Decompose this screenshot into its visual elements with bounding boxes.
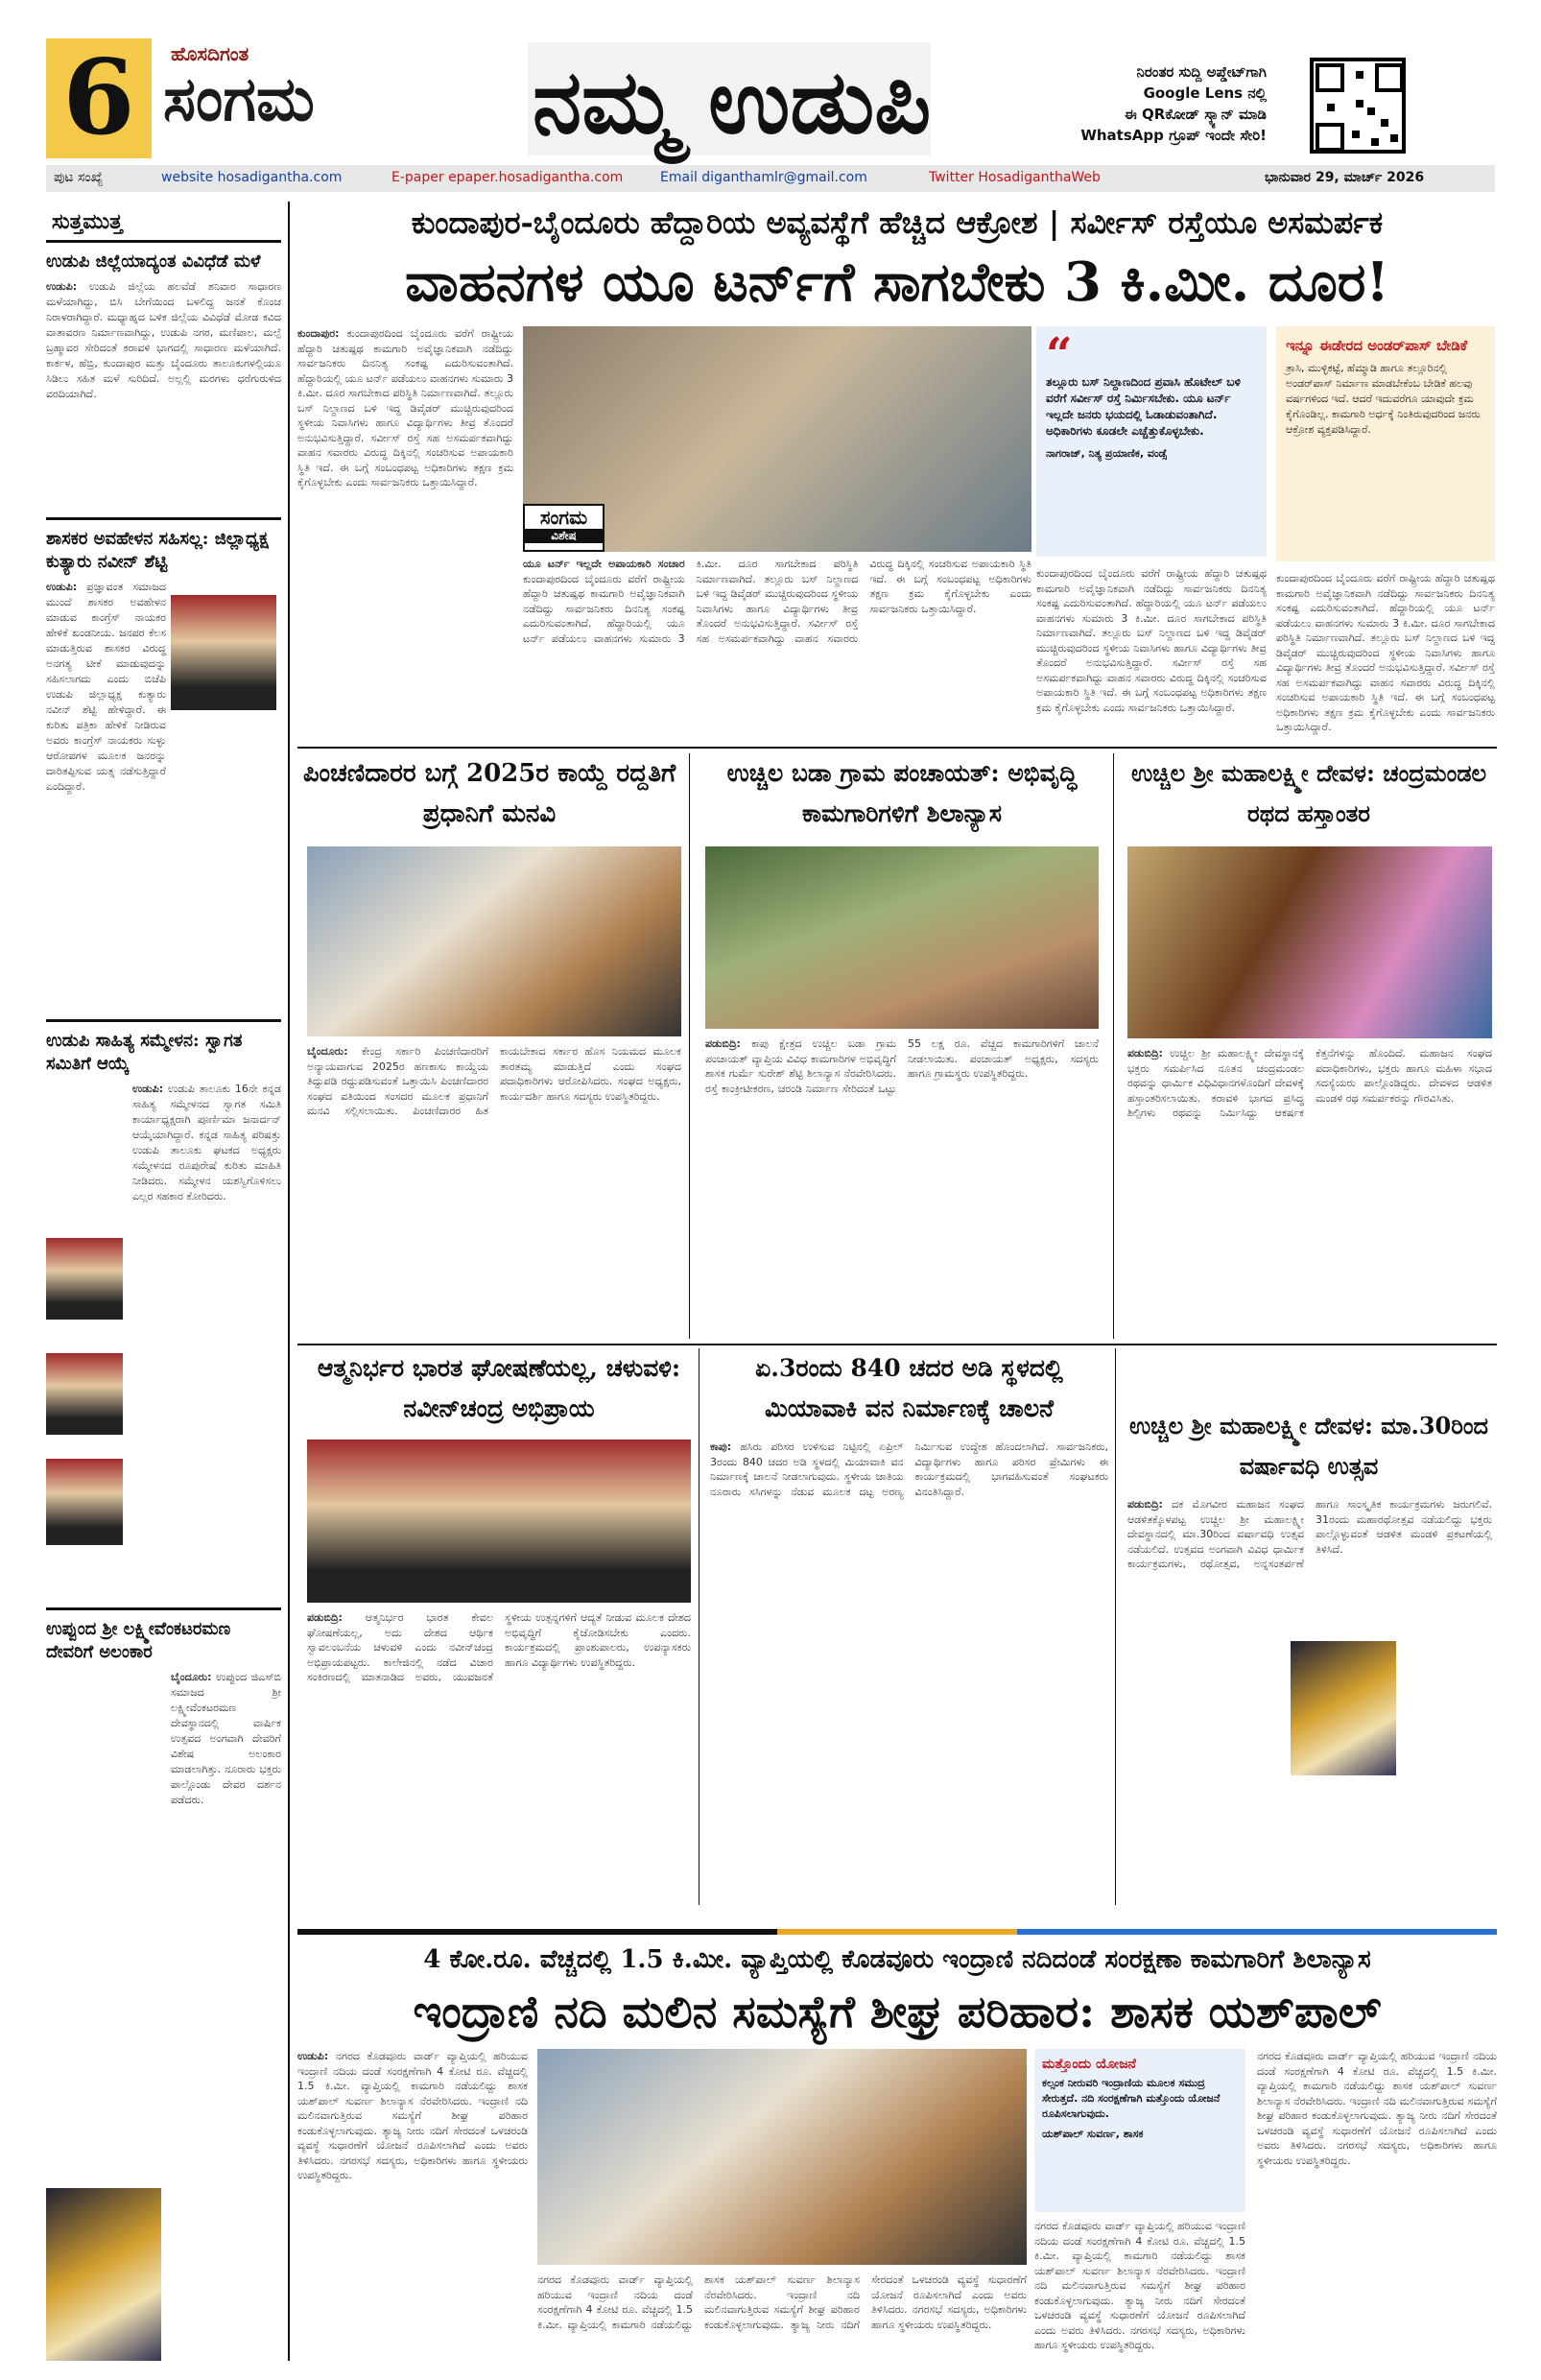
story-body: ದಕ ಮೊಗವೀರ ಮಹಾಜನ ಸಂಘದ ಆಡಳಿತಕ್ಕೊಳಪಟ್ಟ ಉಚ್ಚಿಲ ಶ್ರೀ ಮಹಾಲಕ್ಷ್ಮೀ ದೇವಸ್ಥಾನದಲ್ಲಿ ಮಾ.30ರಿಂದ ವರ್ಷಾವಧಿ ಉತ್ಸವ ನಡೆಯಲಿದೆ. ಉತ್ಸವದ ಅಂಗವಾಗಿ ವಿವಿಧ ಧಾರ್ಮಿಕ ಕಾರ್ಯಕ್ರಮಗಳು, ರಥೋತ್ಸವ, ಅನ್ನಸಂತರ್ಪಣೆ ಹಾಗೂ ಸಾಂಸ್ಕೃತಿಕ ಕಾರ್ಯಕ್ರಮಗಳು ಜರುಗಲಿವೆ. 31ರಂದು ಮಹಾರಥೋತ್ಸವ ನಡೆಯಲಿದ್ದು ಭಕ್ತರು ಪಾಲ್ಗೊಳ್ಳುವಂತೆ ಆಡಳಿತ ಮಂಡಳಿ ಪ್ರಕಟಣೆಯಲ್ಲಿ ತಿಳಿಸಿದೆ. bbox=[1127, 1498, 1492, 1570]
promo-line: WhatsApp ಗ್ರೂಪ್ ಇಂದೇ ಸೇರಿ! bbox=[1080, 127, 1267, 144]
quote-mark-icon: “ bbox=[1046, 328, 1073, 382]
section-title: ಸಂಗಮ bbox=[163, 63, 315, 135]
dateline: ಕಾಪು: bbox=[710, 1440, 732, 1453]
story-body: ಆತ್ಮನಿರ್ಭರ ಭಾರತ ಕೇವಲ ಘೋಷಣೆಯಲ್ಲ, ಅದು ದೇಶದ ಆರ್ಥಿಕ ಸ್ವಾವಲಂಬನೆಯ ಚಳುವಳಿ ಎಂದು ನವೀನ್‌ಚಂದ್ರ ಅಭಿಪ್ರಾಯಪಟ್ಟರು. ಕಾಲೇಜಿನಲ್ಲಿ ನಡೆದ ವಿಚಾರ ಸಂಕಿರಣದಲ್ಲಿ ಮಾತನಾಡಿದ ಅವರು, ಯುವಜನತೆ ಸ್ಥಳೀಯ ಉತ್ಪನ್ನಗಳಿಗೆ ಆದ್ಯತೆ ನೀಡುವ ಮೂಲಕ ದೇಶದ ಅಭಿವೃದ್ಧಿಗೆ ಕೈಜೋಡಿಸಬೇಕು ಎಂದರು. ಕಾರ್ಯಕ್ರಮದಲ್ಲಿ ಪ್ರಾಂಶುಪಾಲರು, ಉಪನ್ಯಾಸಕರು ಹಾಗೂ ವಿದ್ಯಾರ್ಥಿಗಳು ಉಪಸ್ಥಿತರಿದ್ದರು. bbox=[307, 1611, 691, 1683]
dateline: ಬೈಂದೂರು: bbox=[171, 1671, 212, 1683]
promo-line: ಈ QRಕೋಡ್ ಸ್ಕ್ಯಾನ್ ಮಾಡಿ bbox=[1124, 106, 1267, 123]
bottom-headline: ಇಂದ್ರಾಣಿ ನದಿ ಮಲಿನ ಸಮಸ್ಯೆಗೆ ಶೀಘ್ರ ಪರಿಹಾರ: ಶಾಸಕ ಯಶ್‌ಪಾಲ್ bbox=[413, 1986, 1382, 2037]
lead-body-cols bbox=[523, 557, 1031, 739]
qr-code-icon[interactable] bbox=[1310, 58, 1406, 154]
chariot-headline: ಉಚ್ಚಿಲ ಶ್ರೀ ಮಹಾಲಕ್ಷ್ಮೀ ದೇವಳ: ಚಂದ್ರಮಂಡಲ ರಥದ ಹಸ್ತಾಂತರ bbox=[1130, 759, 1487, 827]
section-divider bbox=[297, 1344, 1497, 1345]
dateline: ಉಡುಪಿ: bbox=[46, 581, 78, 593]
bottom-body-col-mid bbox=[1034, 2219, 1245, 2358]
qr-promo-text bbox=[1075, 61, 1267, 146]
sidebar-item-title: ಶಾಸಕರ ಅವಹೇಳನ ಸಹಿಸಲ್ಲ: ಜಿಲ್ಲಾಧ್ಯಕ್ಷ ಕುತ್ಯಾರು ನವೀನ್ ಶೆಟ್ಟಿ bbox=[46, 529, 269, 572]
miyawaki-headline: ಏ.3ರಂದು 840 ಚದರ ಅಡಿ ಸ್ಥಳದಲ್ಲಿ ಮಿಯಾವಾಕಿ ವನ ನಿರ್ಮಾಣಕ್ಕೆ ಚಾಲನೆ bbox=[755, 1354, 1063, 1422]
person-photo bbox=[46, 1459, 123, 1545]
sidebar-item[interactable] bbox=[46, 520, 281, 1012]
chariot-body bbox=[1127, 1046, 1492, 1334]
sidebar-item-body: ಪ್ರಜ್ಞಾವಂತ ಸಮಾಜದ ಮುಂದೆ ಶಾಸಕರ ಅವಹೇಳನ ಮಾಡುವ ಕಾಂಗ್ರೆಸ್ ನಾಯಕರ ಹೇಳಿಕೆ ಖಂಡನೀಯ. ಜನಪರ ಕೆಲಸ ಮಾಡುತ್ತಿರುವ ಶಾಸಕರ ವಿರುದ್ಧ ಅನಗತ್ಯ ಟೀಕೆ ಮಾಡುವುದನ್ನು ಸಹಿಸಲಾಗದು ಎಂದು ಬಿಜೆಪಿ ಉಡುಪಿ ಜಿಲ್ಲಾಧ್ಯಕ್ಷ ಕುತ್ಯಾರು ನವೀನ್ ಶೆಟ್ಟಿ ಹೇಳಿದ್ದಾರೆ. ಈ ಕುರಿತು ಪತ್ರಿಕಾ ಹೇಳಿಕೆ ನೀಡಿರುವ ಅವರು ಕಾಂಗ್ರೆಸ್ ನಾಯಕರು ಸುಳ್ಳು ಆರೋಪಗಳ ಮೂಲಕ ಜನರನ್ನು ದಾರಿತಪ್ಪಿಸುವ ಯತ್ನ ನಡೆಸುತ್ತಿದ್ದಾರೆ ಎಂದಿದ್ದಾರೆ. bbox=[46, 581, 166, 793]
dateline: ಪಡುಬಿದ್ರಿ: bbox=[705, 1037, 741, 1050]
masthead bbox=[0, 0, 1541, 163]
column-divider bbox=[689, 753, 690, 1339]
sidebar-item-title: ಉಪ್ಪುಂದ ಶ್ರೀ ಲಕ್ಷ್ಮೀವೆಂಕಟರಮಣ ದೇವರಿಗೆ ಅಲಂಕಾರ bbox=[46, 1619, 231, 1662]
chariot-photo bbox=[1127, 846, 1492, 1038]
lead-headline: ವಾಹನಗಳ ಯೂ ಟರ್ನ್‌ಗೆ ಸಾಗಬೇಕು 3 ಕಿ.ಮೀ. ದೂರ! bbox=[405, 250, 1389, 314]
page-number: 6 bbox=[46, 38, 152, 158]
lead-body: ಕುಂದಾಪುರದಿಂದ ಬೈಂದೂರು ವರೆಗೆ ರಾಷ್ಟ್ರೀಯ ಹೆದ್ದಾರಿ ಚತುಷ್ಪಥ ಕಾಮಗಾರಿ ಅವೈಜ್ಞಾನಿಕವಾಗಿ ನಡೆದಿದ್ದು ಸಾರ್ವಜನಿಕರು ದಿನನಿತ್ಯ ಸಂಕಷ್ಟ ಎದುರಿಸುವಂತಾಗಿದೆ. ಹೆದ್ದಾರಿಯಲ್ಲಿ ಯೂ ಟರ್ನ್ ಪಡೆಯಲು ವಾಹನಗಳು ಸುಮಾರು 3 ಕಿ.ಮೀ. ದೂರ ಸಾಗಬೇಕಾದ ಪರಿಸ್ಥಿತಿ ನಿರ್ಮಾಣವಾಗಿದೆ. ತಲ್ಲೂರು ಬಸ್ ನಿಲ್ದಾಣದ ಬಳಿ ಇದ್ದ ಡಿವೈಡರ್ ಮುಚ್ಚಿರುವುದರಿಂದ ಸ್ಥಳೀಯ ನಿವಾಸಿಗಳು ಹಾಗೂ ವಿದ್ಯಾರ್ಥಿಗಳು ತೀವ್ರ ತೊಂದರೆ ಅನುಭವಿಸುತ್ತಿದ್ದಾರೆ. ಸರ್ವೀಸ್ ರಸ್ತೆ ಸಹ ಅಸಮರ್ಪಕವಾಗಿದ್ದು ವಾಹನ ಸವಾರರು ವಿರುದ್ಧ ದಿಕ್ಕಿನಲ್ಲಿ ಸಂಚರಿಸುವ ಅಪಾಯಕಾರಿ ಸ್ಥಿತಿ ಇದೆ. ಈ ಬಗ್ಗೆ ಸಂಬಂಧಪಟ್ಟ ಅಧಿಕಾರಿಗಳು ತಕ್ಷಣ ಕ್ರಮ ಕೈಗೊಳ್ಳಬೇಕು ಎಂದು ಸಾರ್ವಜನಿಕರು ಒತ್ತಾಯಿಸಿದ್ದಾರೆ. bbox=[297, 327, 513, 488]
story-body: ಉಚ್ಚಿಲ ಶ್ರೀ ಮಹಾಲಕ್ಷ್ಮೀ ದೇವಸ್ಥಾನಕ್ಕೆ ಭಕ್ತರು ಸಮರ್ಪಿಸಿದ ನೂತನ ಚಂದ್ರಮಂಡಲ ರಥವನ್ನು ಧಾರ್ಮಿಕ ವಿಧಿವಿಧಾನಗಳೊಂದಿಗೆ ದೇವಳಕ್ಕೆ ಹಸ್ತಾಂತರಿಸಲಾಯಿತು. ಕರಾವಳಿ ಭಾಗದ ಪ್ರಸಿದ್ಧ ಶಿಲ್ಪಿಗಳು ರಥವನ್ನು ನಿರ್ಮಿಸಿದ್ದು ಆಕರ್ಷಕ ಕೆತ್ತನೆಗಳನ್ನು ಹೊಂದಿದೆ. ಮಹಾಜನ ಸಂಘದ ಪದಾಧಿಕಾರಿಗಳು, ಭಕ್ತರು ಹಾಗೂ ಮಹಿಳಾ ಸಭಾದ ಸದಸ್ಯೆಯರು ಪಾಲ್ಗೊಂಡಿದ್ದರು. ದೇವಳದ ಆಡಳಿತ ಮಂಡಳಿ ರಥ ಸಮರ್ಪಕರನ್ನು ಗೌರವಿಸಿತು. bbox=[1127, 1047, 1492, 1119]
bottom-body-col-last bbox=[1257, 2049, 1497, 2356]
lead-body-col1 bbox=[297, 326, 513, 739]
story-body: ನಗರದ ಕೊಡವೂರು ವಾರ್ಡ್ ವ್ಯಾಪ್ತಿಯಲ್ಲಿ ಹರಿಯುವ ಇಂದ್ರಾಣಿ ನದಿಯ ದಂಡೆ ಸಂರಕ್ಷಣೆಗಾಗಿ 4 ಕೋಟಿ ರೂ. ವೆಚ್ಚದಲ್ಲಿ 1.5 ಕಿ.ಮೀ. ವ್ಯಾಪ್ತಿಯಲ್ಲಿ ಕಾಮಗಾರಿ ನಡೆಯಲಿದ್ದು ಶಾಸಕ ಯಶ್‌ಪಾಲ್ ಸುವರ್ಣ ಶಿಲಾನ್ಯಾಸ ನೆರವೇರಿಸಿದರು. ಇಂದ್ರಾಣಿ ನದಿ ಮಲಿನವಾಗುತ್ತಿರುವ ಸಮಸ್ಯೆಗೆ ಶೀಘ್ರ ಪರಿಹಾರ ಕಂಡುಕೊಳ್ಳಲಾಗುವುದು. ತ್ಯಾಜ್ಯ ನೀರು ನದಿಗೆ ಸೇರದಂತೆ ಒಳಚರಂಡಿ ವ್ಯವಸ್ಥೆ ಸುಧಾರಣೆಗೆ ಯೋಜನೆ ರೂಪಿಸಲಾಗಿದೆ ಎಂದು ಅವರು ತಿಳಿಸಿದರು. ನಗರಸಭೆ ಸದಸ್ಯರು, ಅಧಿಕಾರಿಗಳು ಹಾಗೂ ಸ್ಥಳೀಯರು ಉಪಸ್ಥಿತರಿದ್ದರು. bbox=[537, 2273, 1027, 2331]
story-body: ನಗರದ ಕೊಡವೂರು ವಾರ್ಡ್ ವ್ಯಾಪ್ತಿಯಲ್ಲಿ ಹರಿಯುವ ಇಂದ್ರಾಣಿ ನದಿಯ ದಂಡೆ ಸಂರಕ್ಷಣೆಗಾಗಿ 4 ಕೋಟಿ ರೂ. ವೆಚ್ಚದಲ್ಲಿ 1.5 ಕಿ.ಮೀ. ವ್ಯಾಪ್ತಿಯಲ್ಲಿ ಕಾಮಗಾರಿ ನಡೆಯಲಿದ್ದು ಶಾಸಕ ಯಶ್‌ಪಾಲ್ ಸುವರ್ಣ ಶಿಲಾನ್ಯಾಸ ನೆರವೇರಿಸಿದರು. ಇಂದ್ರಾಣಿ ನದಿ ಮಲಿನವಾಗುತ್ತಿರುವ ಸಮಸ್ಯೆಗೆ ಶೀಘ್ರ ಪರಿಹಾರ ಕಂಡುಕೊಳ್ಳಲಾಗುವುದು. ತ್ಯಾಜ್ಯ ನೀರು ನದಿಗೆ ಸೇರದಂತೆ ಒಳಚರಂಡಿ ವ್ಯವಸ್ಥೆ ಸುಧಾರಣೆಗೆ ಯೋಜನೆ ರೂಪಿಸಲಾಗಿದೆ ಎಂದು ಅವರು ತಿಳಿಸಿದರು. ನಗರಸಭೆ ಸದಸ್ಯರು, ಅಧಿಕಾರಿಗಳು ಹಾಗೂ ಸ್ಥಳೀಯರು ಉಪಸ್ಥಿತರಿದ್ದರು. bbox=[1034, 2220, 1245, 2351]
person-photo bbox=[171, 595, 276, 710]
bottom-body-col1 bbox=[297, 2049, 528, 2356]
pension-body bbox=[307, 1044, 681, 1342]
lead-body-col-last bbox=[1276, 571, 1495, 739]
deity-photo bbox=[46, 2188, 161, 2361]
panchayat-headline: ಉಚ್ಚಿಲ ಬಡಾ ಗ್ರಾಮ ಪಂಚಾಯತ್: ಅಭಿವೃದ್ಧಿ ಕಾಮಗಾರಿಗಳಿಗೆ ಶಿಲಾನ್ಯಾಸ bbox=[726, 759, 1078, 827]
story-body: ನಗರದ ಕೊಡವೂರು ವಾರ್ಡ್ ವ್ಯಾಪ್ತಿಯಲ್ಲಿ ಹರಿಯುವ ಇಂದ್ರಾಣಿ ನದಿಯ ದಂಡೆ ಸಂರಕ್ಷಣೆಗಾಗಿ 4 ಕೋಟಿ ರೂ. ವೆಚ್ಚದಲ್ಲಿ 1.5 ಕಿ.ಮೀ. ವ್ಯಾಪ್ತಿಯಲ್ಲಿ ಕಾಮಗಾರಿ ನಡೆಯಲಿದ್ದು ಶಾಸಕ ಯಶ್‌ಪಾಲ್ ಸುವರ್ಣ ಶಿಲಾನ್ಯಾಸ ನೆರವೇರಿಸಿದರು. ಇಂದ್ರಾಣಿ ನದಿ ಮಲಿನವಾಗುತ್ತಿರುವ ಸಮಸ್ಯೆಗೆ ಶೀಘ್ರ ಪರಿಹಾರ ಕಂಡುಕೊಳ್ಳಲಾಗುವುದು. ತ್ಯಾಜ್ಯ ನೀರು ನದಿಗೆ ಸೇರದಂತೆ ಒಳಚರಂಡಿ ವ್ಯವಸ್ಥೆ ಸುಧಾರಣೆಗೆ ಯೋಜನೆ ರೂಪಿಸಲಾಗಿದೆ ಎಂದು ಅವರು ತಿಳಿಸಿದರು. ನಗರಸಭೆ ಸದಸ್ಯರು, ಅಧಿಕಾರಿಗಳು ಹಾಗೂ ಸ್ಥಳೀಯರು ಉಪಸ್ಥಿತರಿದ್ದರು. bbox=[297, 2050, 528, 2181]
info-bar bbox=[46, 165, 1495, 192]
color-divider bbox=[297, 1929, 1497, 1935]
column-divider bbox=[288, 202, 290, 2361]
lead-subhead: ಯೂ ಟರ್ನ್ ಇಲ್ಲದೇ ಅಪಾಯಕಾರಿ ಸಂಚಾರ bbox=[523, 558, 685, 570]
quote-author: ಯಶ್‌ಪಾಲ್ ಸುವರ್ಣ, ಶಾಸಕ bbox=[1042, 2128, 1144, 2140]
sidebar-item-body: ಉಪ್ಪುಂದ ಜಿಎಸ್‌ಬಿ ಸಮಾಜದ ಶ್ರೀ ಲಕ್ಷ್ಮೀವೆಂಕಟರಮಣ ದೇವಸ್ಥಾನದಲ್ಲಿ ವಾರ್ಷಿಕ ಉತ್ಸವದ ಅಂಗವಾಗಿ ದೇವರಿಗೆ ವಿಶೇಷ ಅಲಂಕಾರ ಮಾಡಲಾಗಿತ್ತು. ನೂರಾರು ಭಕ್ತರು ಪಾಲ್ಗೊಂಡು ದೇವರ ದರ್ಶನ ಪಡೆದರು. bbox=[171, 1671, 281, 1806]
website-link[interactable]: website hosadigantha.com bbox=[161, 170, 343, 185]
quote-author: ನಾಗರಾಜ್, ನಿತ್ಯ ಪ್ರಯಾಣಿಕ, ವಂಡ್ಸೆ bbox=[1046, 447, 1168, 460]
promo-line: Google Lens ನಲ್ಲಿ bbox=[1143, 84, 1267, 102]
lead-quote-box bbox=[1036, 326, 1267, 557]
sangama-badge bbox=[523, 504, 605, 552]
sidebar-item[interactable] bbox=[46, 1610, 281, 2035]
atmanirbhar-body bbox=[307, 1610, 691, 1898]
story-body: ನಗರದ ಕೊಡವೂರು ವಾರ್ಡ್ ವ್ಯಾಪ್ತಿಯಲ್ಲಿ ಹರಿಯುವ ಇಂದ್ರಾಣಿ ನದಿಯ ದಂಡೆ ಸಂರಕ್ಷಣೆಗಾಗಿ 4 ಕೋಟಿ ರೂ. ವೆಚ್ಚದಲ್ಲಿ 1.5 ಕಿ.ಮೀ. ವ್ಯಾಪ್ತಿಯಲ್ಲಿ ಕಾಮಗಾರಿ ನಡೆಯಲಿದ್ದು ಶಾಸಕ ಯಶ್‌ಪಾಲ್ ಸುವರ್ಣ ಶಿಲಾನ್ಯಾಸ ನೆರವೇರಿಸಿದರು. ಇಂದ್ರಾಣಿ ನದಿ ಮಲಿನವಾಗುತ್ತಿರುವ ಸಮಸ್ಯೆಗೆ ಶೀಘ್ರ ಪರಿಹಾರ ಕಂಡುಕೊಳ್ಳಲಾಗುವುದು. ತ್ಯಾಜ್ಯ ನೀರು ನದಿಗೆ ಸೇರದಂತೆ ಒಳಚರಂಡಿ ವ್ಯವಸ್ಥೆ ಸುಧಾರಣೆಗೆ ಯೋಜನೆ ರೂಪಿಸಲಾಗಿದೆ ಎಂದು ಅವರು ತಿಳಿಸಿದರು. ನಗರಸಭೆ ಸದಸ್ಯರು, ಅಧಿಕಾರಿಗಳು ಹಾಗೂ ಸ್ಥಳೀಯರು ಉಪಸ್ಥಿತರಿದ್ದರು. bbox=[1257, 2050, 1497, 2167]
story-body: ಕೇಂದ್ರ ಸರ್ಕಾರಿ ಪಿಂಚಣಿದಾರರಿಗೆ ಅನ್ಯಾಯವಾಗುವ 2025ರ ಹಣಕಾಸು ಕಾಯ್ದೆಯ ತಿದ್ದುಪಡಿ ರದ್ದುಪಡಿಸುವಂತೆ ಒತ್ತಾಯಿಸಿ ಪಿಂಚಣಿದಾರರ ಸಂಘದ ವತಿಯಿಂದ ಸಂಸದರ ಮೂಲಕ ಪ್ರಧಾನಿಗೆ ಮನವಿ ಸಲ್ಲಿಸಲಾಯಿತು. ಪಿಂಚಣಿದಾರರ ಹಿತ ಕಾಯಬೇಕಾದ ಸರ್ಕಾರ ಹೊಸ ನಿಯಮದ ಮೂಲಕ ತಾರತಮ್ಯ ಮಾಡುತ್ತಿದೆ ಎಂದು ಸಂಘದ ಪದಾಧಿಕಾರಿಗಳು ಆರೋಪಿಸಿದರು. ಸಂಘದ ಅಧ್ಯಕ್ಷರು, ಕಾರ್ಯದರ್ಶಿ ಹಾಗೂ ಸದಸ್ಯರು ಉಪಸ್ಥಿತರಿದ್ದರು. bbox=[307, 1045, 681, 1117]
column-divider bbox=[1115, 1348, 1116, 1905]
panchayat-photo bbox=[705, 846, 1099, 1029]
issue-date: ಭಾನುವಾರ 29, ಮಾರ್ಚ್ 2026 bbox=[1265, 170, 1425, 185]
dateline: ಪಡುಬಿದ್ರಿ: bbox=[307, 1611, 343, 1624]
section-divider bbox=[297, 747, 1497, 749]
story-body: ಕಾಪು ಕ್ಷೇತ್ರದ ಉಚ್ಚಿಲ ಬಡಾ ಗ್ರಾಮ ಪಂಚಾಯತ್ ವ್ಯಾಪ್ತಿಯ ವಿವಿಧ ಕಾಮಗಾರಿಗಳ ಅಭಿವೃದ್ಧಿಗೆ ಶಾಸಕ ಗುರ್ಮೆ ಸುರೇಶ್ ಶೆಟ್ಟಿ ಶಿಲಾನ್ಯಾಸ ನೆರವೇರಿಸಿದರು. ರಸ್ತೆ ಕಾಂಕ್ರೀಟೀಕರಣ, ಚರಂಡಿ ನಿರ್ಮಾಣ ಸೇರಿದಂತೆ ಒಟ್ಟು 55 ಲಕ್ಷ ರೂ. ವೆಚ್ಚದ ಕಾಮಗಾರಿಗಳಿಗೆ ಚಾಲನೆ ನೀಡಲಾಯಿತು. ಪಂಚಾಯತ್ ಅಧ್ಯಕ್ಷರು, ಸದಸ್ಯರು ಹಾಗೂ ಗ್ರಾಮಸ್ಥರು ಉಪಸ್ಥಿತರಿದ್ದರು. bbox=[705, 1037, 1099, 1095]
person-photo bbox=[46, 1238, 123, 1320]
dateline: ಉಡುಪಿ: bbox=[46, 280, 78, 293]
column-divider bbox=[1113, 753, 1114, 1339]
badge-sub: ವಿಶೇಷ bbox=[525, 529, 603, 543]
page-name: ನಮ್ಮ ಉಡುಪಿ bbox=[533, 50, 932, 154]
dateline: ಬೈಂದೂರು: bbox=[307, 1045, 348, 1058]
dateline: ಪಡುಬಿದ್ರಿ: bbox=[1127, 1047, 1163, 1059]
lead-body: ಕುಂದಾಪುರದಿಂದ ಬೈಂದೂರು ವರೆಗೆ ರಾಷ್ಟ್ರೀಯ ಹೆದ್ದಾರಿ ಚತುಷ್ಪಥ ಕಾಮಗಾರಿ ಅವೈಜ್ಞಾನಿಕವಾಗಿ ನಡೆದಿದ್ದು ಸಾರ್ವಜನಿಕರು ದಿನನಿತ್ಯ ಸಂಕಷ್ಟ ಎದುರಿಸುವಂತಾಗಿದೆ. ಹೆದ್ದಾರಿಯಲ್ಲಿ ಯೂ ಟರ್ನ್ ಪಡೆಯಲು ವಾಹನಗಳು ಸುಮಾರು 3 ಕಿ.ಮೀ. ದೂರ ಸಾಗಬೇಕಾದ ಪರಿಸ್ಥಿತಿ ನಿರ್ಮಾಣವಾಗಿದೆ. ತಲ್ಲೂರು ಬಸ್ ನಿಲ್ದಾಣದ ಬಳಿ ಇದ್ದ ಡಿವೈಡರ್ ಮುಚ್ಚಿರುವುದರಿಂದ ಸ್ಥಳೀಯ ನಿವಾಸಿಗಳು ಹಾಗೂ ವಿದ್ಯಾರ್ಥಿಗಳು ತೀವ್ರ ತೊಂದರೆ ಅನುಭವಿಸುತ್ತಿದ್ದಾರೆ. ಸರ್ವೀಸ್ ರಸ್ತೆ ಸಹ ಅಸಮರ್ಪಕವಾಗಿದ್ದು ವಾಹನ ಸವಾರರು ವಿರುದ್ಧ ದಿಕ್ಕಿನಲ್ಲಿ ಸಂಚರಿಸುವ ಅಪಾಯಕಾರಿ ಸ್ಥಿತಿ ಇದೆ. ಈ ಬಗ್ಗೆ ಸಂಬಂಧಪಟ್ಟ ಅಧಿಕಾರಿಗಳು ತಕ್ಷಣ ಕ್ರಮ ಕೈಗೊಳ್ಳಬೇಕು ಎಂದು ಸಾರ್ವಜನಿಕರು ಒತ್ತಾಯಿಸಿದ್ದಾರೆ. bbox=[523, 558, 1031, 645]
underpass-sidebox bbox=[1276, 326, 1495, 561]
sidebar-item[interactable] bbox=[46, 243, 281, 510]
dateline: ಕುಂದಾಪುರ: bbox=[297, 327, 340, 340]
sidebox-title: ಇನ್ನೂ ಈಡೇರದ ಅಂಡರ್‌ಪಾಸ್ ಬೇಡಿಕೆ bbox=[1286, 337, 1468, 354]
dateline: ಉಡುಪಿ: bbox=[297, 2050, 329, 2062]
twitter-link[interactable]: Twitter HosadiganthaWeb bbox=[929, 170, 1101, 185]
pension-photo bbox=[307, 846, 681, 1036]
atmanirbhar-photo bbox=[307, 1440, 691, 1603]
email-link[interactable]: Email diganthamlr@gmail.com bbox=[660, 170, 867, 185]
dateline: ಪಡುಬಿದ್ರಿ: bbox=[1127, 1498, 1163, 1511]
miyawaki-body bbox=[710, 1440, 1108, 1905]
badge-label: ಸಂಗಮ bbox=[539, 506, 588, 529]
bottom-quote: ಕಲ್ಸಂಕ ನೀರುವರಿ ಇಂದ್ರಾಣಿಯ ಮೂಲಕ ಸಮುದ್ರ ಸೇರುತ್ತದೆ. ನದಿ ಸಂರಕ್ಷಣೆಗಾಗಿ ಮತ್ತೊಂದು ಯೋಜನೆ ರೂಪಿಸಲಾಗುವುದು. bbox=[1042, 2077, 1221, 2120]
story-body: ಹಸಿರು ಪರಿಸರ ಉಳಿಸುವ ನಿಟ್ಟಿನಲ್ಲಿ ಏಪ್ರಿಲ್ 3ರಂದು 840 ಚದರ ಅಡಿ ಸ್ಥಳದಲ್ಲಿ ಮಿಯಾವಾಕಿ ವನ ನಿರ್ಮಾಣಕ್ಕೆ ಚಾಲನೆ ನೀಡಲಾಗುವುದು. ಸ್ಥಳೀಯ ಜಾತಿಯ ನೂರಾರು ಸಸಿಗಳನ್ನು ನೆಡುವ ಮೂಲಕ ದಟ್ಟ ಅರಣ್ಯ ನಿರ್ಮಿಸುವ ಉದ್ದೇಶ ಹೊಂದಲಾಗಿದೆ. ಸಾರ್ವಜನಿಕರು, ವಿದ್ಯಾರ್ಥಿಗಳು ಹಾಗೂ ಪರಿಸರ ಪ್ರೇಮಿಗಳು ಈ ಕಾರ್ಯಕ್ರಮದಲ್ಲಿ ಭಾಗವಹಿಸುವಂತೆ ಸಂಘಟಕರು ವಿನಂತಿಸಿದ್ದಾರೆ. bbox=[710, 1440, 1108, 1498]
bottom-photo bbox=[537, 2049, 1027, 2265]
pension-headline: ಪಿಂಚಣಿದಾರರ ಬಗ್ಗೆ 2025ರ ಕಾಯ್ದೆ ರದ್ದತಿಗೆ ಪ್ರಧಾನಿಗೆ ಮನವಿ bbox=[302, 759, 676, 828]
lead-body-col-right bbox=[1036, 566, 1267, 739]
promo-line: ನಿರಂತರ ಸುದ್ದಿ ಅಪ್ಡೇಟ್‌ಗಾಗಿ bbox=[1136, 63, 1267, 81]
bottom-kicker: 4 ಕೋ.ರೂ. ವೆಚ್ಚದಲ್ಲಿ 1.5 ಕಿ.ಮೀ. ವ್ಯಾಪ್ತಿಯಲ್ಲಿ ಕೊಡವೂರು ಇಂದ್ರಾಣಿ ನದಿದಂಡೆ ಸಂರಕ್ಷಣಾ ಕಾಮಗಾರಿಗೆ ಶಿಲಾನ್ಯಾಸ bbox=[423, 1945, 1371, 1974]
sidebar-item-title: ಉಡುಪಿ ಜಿಲ್ಲೆಯಾದ್ಯಂತ ವಿವಿಧೆಡೆ ಮಳೆ bbox=[46, 251, 261, 272]
sidebar-item-body: ಉಡುಪಿ ತಾಲೂಕು 16ನೇ ಕನ್ನಡ ಸಾಹಿತ್ಯ ಸಮ್ಮೇಳನದ ಸ್ವಾಗತ ಸಮಿತಿ ಕಾರ್ಯಾಧ್ಯಕ್ಷರಾಗಿ ಪೂರ್ಣಿಮಾ ಜನಾರ್ದನ್ ಆಯ್ಕೆಯಾಗಿದ್ದಾರೆ. ಕನ್ನಡ ಸಾಹಿತ್ಯ ಪರಿಷತ್ತು ಉಡುಪಿ ತಾಲೂಕು ಘಟಕದ ಅಧ್ಯಕ್ಷರು ಸಮ್ಮೇಳನದ ರೂಪುರೇಷೆ ಕುರಿತು ಮಾಹಿತಿ ನೀಡಿದರು. ಸಮ್ಮೇಳನ ಯಶಸ್ವಿಗೊಳಿಸಲು ಎಲ್ಲರ ಸಹಕಾರ ಕೋರಿದರು. bbox=[132, 1083, 281, 1202]
sidebar-item-body: ಉಡುಪಿ ಜಿಲ್ಲೆಯ ಹಲವೆಡೆ ಶನಿವಾರ ಸಾಧಾರಣ ಮಳೆಯಾಗಿದ್ದು, ಬಿಸಿ ಬೇಗೆಯಿಂದ ಬಳಲಿದ್ದ ಜನತೆ ಕೊಂಚ ನಿರಾಳರಾಗಿದ್ದಾರೆ. ಮಧ್ಯಾಹ್ನದ ಬಳಿಕ ಜಿಲ್ಲೆಯ ವಿವಿಧೆಡೆ ಮೋಡ ಕವಿದ ವಾತಾವರಣ ನಿರ್ಮಾಣವಾಗಿದ್ದು, ಉಡುಪಿ ನಗರ, ಮಣಿಪಾಲ, ಮಲ್ಪೆ ಬ್ರಹ್ಮಾವರ ಸೇರಿದಂತೆ ಕರಾವಳಿ ಭಾಗದಲ್ಲಿ ಸಾಧಾರಣ ಮಳೆಯಾಗಿದೆ. ಕಾರ್ಕಳ, ಹೆಬ್ರಿ, ಕುಂದಾಪುರ ಮತ್ತು ಬೈಂದೂರು ತಾಲೂಕುಗಳಲ್ಲಿಯೂ ಸಿಡಿಲು ಸಹಿತ ಮಳೆ ಸುರಿದಿದೆ. ಅಲ್ಲಲ್ಲಿ ಮರಗಳು ಧರೆಗುರುಳಿದ ವರದಿಯಾಗಿದೆ. bbox=[46, 280, 281, 400]
quote-title: ಮತ್ತೊಂದು ಯೋಜನೆ bbox=[1042, 2057, 1136, 2072]
sidebar-title: ಸುತ್ತಮುತ್ತ bbox=[46, 202, 281, 243]
panchayat-body bbox=[705, 1036, 1099, 1344]
atmanirbhar-headline: ಆತ್ಮನಿರ್ಭರ ಭಾರತ ಘೋಷಣೆಯಲ್ಲ, ಚಳುವಳಿ: ನವೀನ್‌ಚಂದ್ರ ಅಭಿಪ್ರಾಯ bbox=[317, 1354, 681, 1422]
lead-body: ಕುಂದಾಪುರದಿಂದ ಬೈಂದೂರು ವರೆಗೆ ರಾಷ್ಟ್ರೀಯ ಹೆದ್ದಾರಿ ಚತುಷ್ಪಥ ಕಾಮಗಾರಿ ಅವೈಜ್ಞಾನಿಕವಾಗಿ ನಡೆದಿದ್ದು ಸಾರ್ವಜನಿಕರು ದಿನನಿತ್ಯ ಸಂಕಷ್ಟ ಎದುರಿಸುವಂತಾಗಿದೆ. ಹೆದ್ದಾರಿಯಲ್ಲಿ ಯೂ ಟರ್ನ್ ಪಡೆಯಲು ವಾಹನಗಳು ಸುಮಾರು 3 ಕಿ.ಮೀ. ದೂರ ಸಾಗಬೇಕಾದ ಪರಿಸ್ಥಿತಿ ನಿರ್ಮಾಣವಾಗಿದೆ. ತಲ್ಲೂರು ಬಸ್ ನಿಲ್ದಾಣದ ಬಳಿ ಇದ್ದ ಡಿವೈಡರ್ ಮುಚ್ಚಿರುವುದರಿಂದ ಸ್ಥಳೀಯ ನಿವಾಸಿಗಳು ಹಾಗೂ ವಿದ್ಯಾರ್ಥಿಗಳು ತೀವ್ರ ತೊಂದರೆ ಅನುಭವಿಸುತ್ತಿದ್ದಾರೆ. ಸರ್ವೀಸ್ ರಸ್ತೆ ಸಹ ಅಸಮರ್ಪಕವಾಗಿದ್ದು ವಾಹನ ಸವಾರರು ವಿರುದ್ಧ ದಿಕ್ಕಿನಲ್ಲಿ ಸಂಚರಿಸುವ ಅಪಾಯಕಾರಿ ಸ್ಥಿತಿ ಇದೆ. ಈ ಬಗ್ಗೆ ಸಂಬಂಧಪಟ್ಟ ಅಧಿಕಾರಿಗಳು ತಕ್ಷಣ ಕ್ರಮ ಕೈಗೊಳ್ಳಬೇಕು ಎಂದು ಸಾರ್ವಜನಿಕರು ಒತ್ತಾಯಿಸಿದ್ದಾರೆ. bbox=[1036, 567, 1267, 714]
brand-name: ಹೊಸದಿಗಂತ bbox=[171, 42, 249, 65]
person-photo bbox=[46, 1353, 123, 1435]
bottom-body-cols bbox=[537, 2273, 1027, 2359]
sidebar bbox=[46, 202, 281, 2361]
festival-body bbox=[1127, 1497, 1492, 1905]
bottom-quote-box bbox=[1034, 2049, 1245, 2212]
sidebar-item-title: ಉಡುಪಿ ಸಾಹಿತ್ಯ ಸಮ್ಮೇಳನ: ಸ್ವಾಗತ ಸಮಿತಿಗೆ ಆಯ್ಕೆ bbox=[46, 1031, 243, 1074]
page-label: ಪುಟ ಸಂಖ್ಯೆ bbox=[54, 170, 104, 185]
festival-headline: ಉಚ್ಚಿಲ ಶ್ರೀ ಮಹಾಲಕ್ಷ್ಮೀ ದೇವಳ: ಮಾ.30ರಿಂದ ವರ್ಷಾವಧಿ ಉತ್ಸವ bbox=[1128, 1412, 1489, 1480]
dateline: ಉಡುಪಿ: bbox=[132, 1083, 164, 1095]
epaper-link[interactable]: E-paper epaper.hosadigantha.com bbox=[391, 170, 624, 185]
lead-body: ಕುಂದಾಪುರದಿಂದ ಬೈಂದೂರು ವರೆಗೆ ರಾಷ್ಟ್ರೀಯ ಹೆದ್ದಾರಿ ಚತುಷ್ಪಥ ಕಾಮಗಾರಿ ಅವೈಜ್ಞಾನಿಕವಾಗಿ ನಡೆದಿದ್ದು ಸಾರ್ವಜನಿಕರು ದಿನನಿತ್ಯ ಸಂಕಷ್ಟ ಎದುರಿಸುವಂತಾಗಿದೆ. ಹೆದ್ದಾರಿಯಲ್ಲಿ ಯೂ ಟರ್ನ್ ಪಡೆಯಲು ವಾಹನಗಳು ಸುಮಾರು 3 ಕಿ.ಮೀ. ದೂರ ಸಾಗಬೇಕಾದ ಪರಿಸ್ಥಿತಿ ನಿರ್ಮಾಣವಾಗಿದೆ. ತಲ್ಲೂರು ಬಸ್ ನಿಲ್ದಾಣದ ಬಳಿ ಇದ್ದ ಡಿವೈಡರ್ ಮುಚ್ಚಿರುವುದರಿಂದ ಸ್ಥಳೀಯ ನಿವಾಸಿಗಳು ಹಾಗೂ ವಿದ್ಯಾರ್ಥಿಗಳು ತೀವ್ರ ತೊಂದರೆ ಅನುಭವಿಸುತ್ತಿದ್ದಾರೆ. ಸರ್ವೀಸ್ ರಸ್ತೆ ಸಹ ಅಸಮರ್ಪಕವಾಗಿದ್ದು ವಾಹನ ಸವಾರರು ವಿರುದ್ಧ ದಿಕ್ಕಿನಲ್ಲಿ ಸಂಚರಿಸುವ ಅಪಾಯಕಾರಿ ಸ್ಥಿತಿ ಇದೆ. ಈ ಬಗ್ಗೆ ಸಂಬಂಧಪಟ್ಟ ಅಧಿಕಾರಿಗಳು ತಕ್ಷಣ ಕ್ರಮ ಕೈಗೊಳ್ಳಬೇಕು ಎಂದು ಸಾರ್ವಜನಿಕರು ಒತ್ತಾಯಿಸಿದ್ದಾರೆ. bbox=[1276, 572, 1495, 733]
sidebox-body: ತ್ರಾಸಿ, ಮುಳ್ಳಿಕಟ್ಟೆ, ಹೆಮ್ಮಾಡಿ ಹಾಗೂ ತಲ್ಲೂರಿನಲ್ಲಿ ಅಂಡರ್‌ಪಾಸ್ ನಿರ್ಮಾಣ ಮಾಡಬೇಕೆಂಬ ಬೇಡಿಕೆ ಹಲವು ವರ್ಷಗಳಿಂದ ಇದೆ. ಆದರೆ ಇದುವರೆಗೂ ಯಾವುದೇ ಕ್ರಮ ಕೈಗೊಂಡಿಲ್ಲ. ಕಾಮಗಾರಿ ಅರ್ಧಕ್ಕೆ ನಿಂತಿರುವುದರಿಂದ ಜನರು ಆಕ್ರೋಶ ವ್ಯಕ್ತಪಡಿಸಿದ್ದಾರೆ. bbox=[1286, 362, 1481, 436]
lead-kicker: ಕುಂದಾಪುರ-ಬೈಂದೂರು ಹೆದ್ದಾರಿಯ ಅವ್ಯವಸ್ಥೆಗೆ ಹೆಚ್ಚಿದ ಆಕ್ರೋಶ | ಸರ್ವೀಸ್ ರಸ್ತೆಯೂ ಅಸಮರ್ಪಕ bbox=[411, 204, 1384, 241]
lead-quote: ತಲ್ಲೂರು ಬಸ್ ನಿಲ್ದಾಣದಿಂದ ಪ್ರವಾಸಿ ಹೊಟೇಲ್ ಬಳಿ ವರೆಗೆ ಸರ್ವೀಸ್ ರಸ್ತೆ ನಿರ್ಮಿಸಬೇಕು. ಯೂ ಟರ್ನ್ ಇಲ್ಲದೇ ಜನರು ಭಯದಲ್ಲಿ ಓಡಾಡುವಂತಾಗಿದೆ. ಅಧಿಕಾರಿಗಳು ಕೂಡಲೇ ಎಚ್ಚೆತ್ತುಕೊಳ್ಳಬೇಕು. bbox=[1046, 375, 1241, 438]
sidebar-item[interactable] bbox=[46, 1022, 281, 1600]
